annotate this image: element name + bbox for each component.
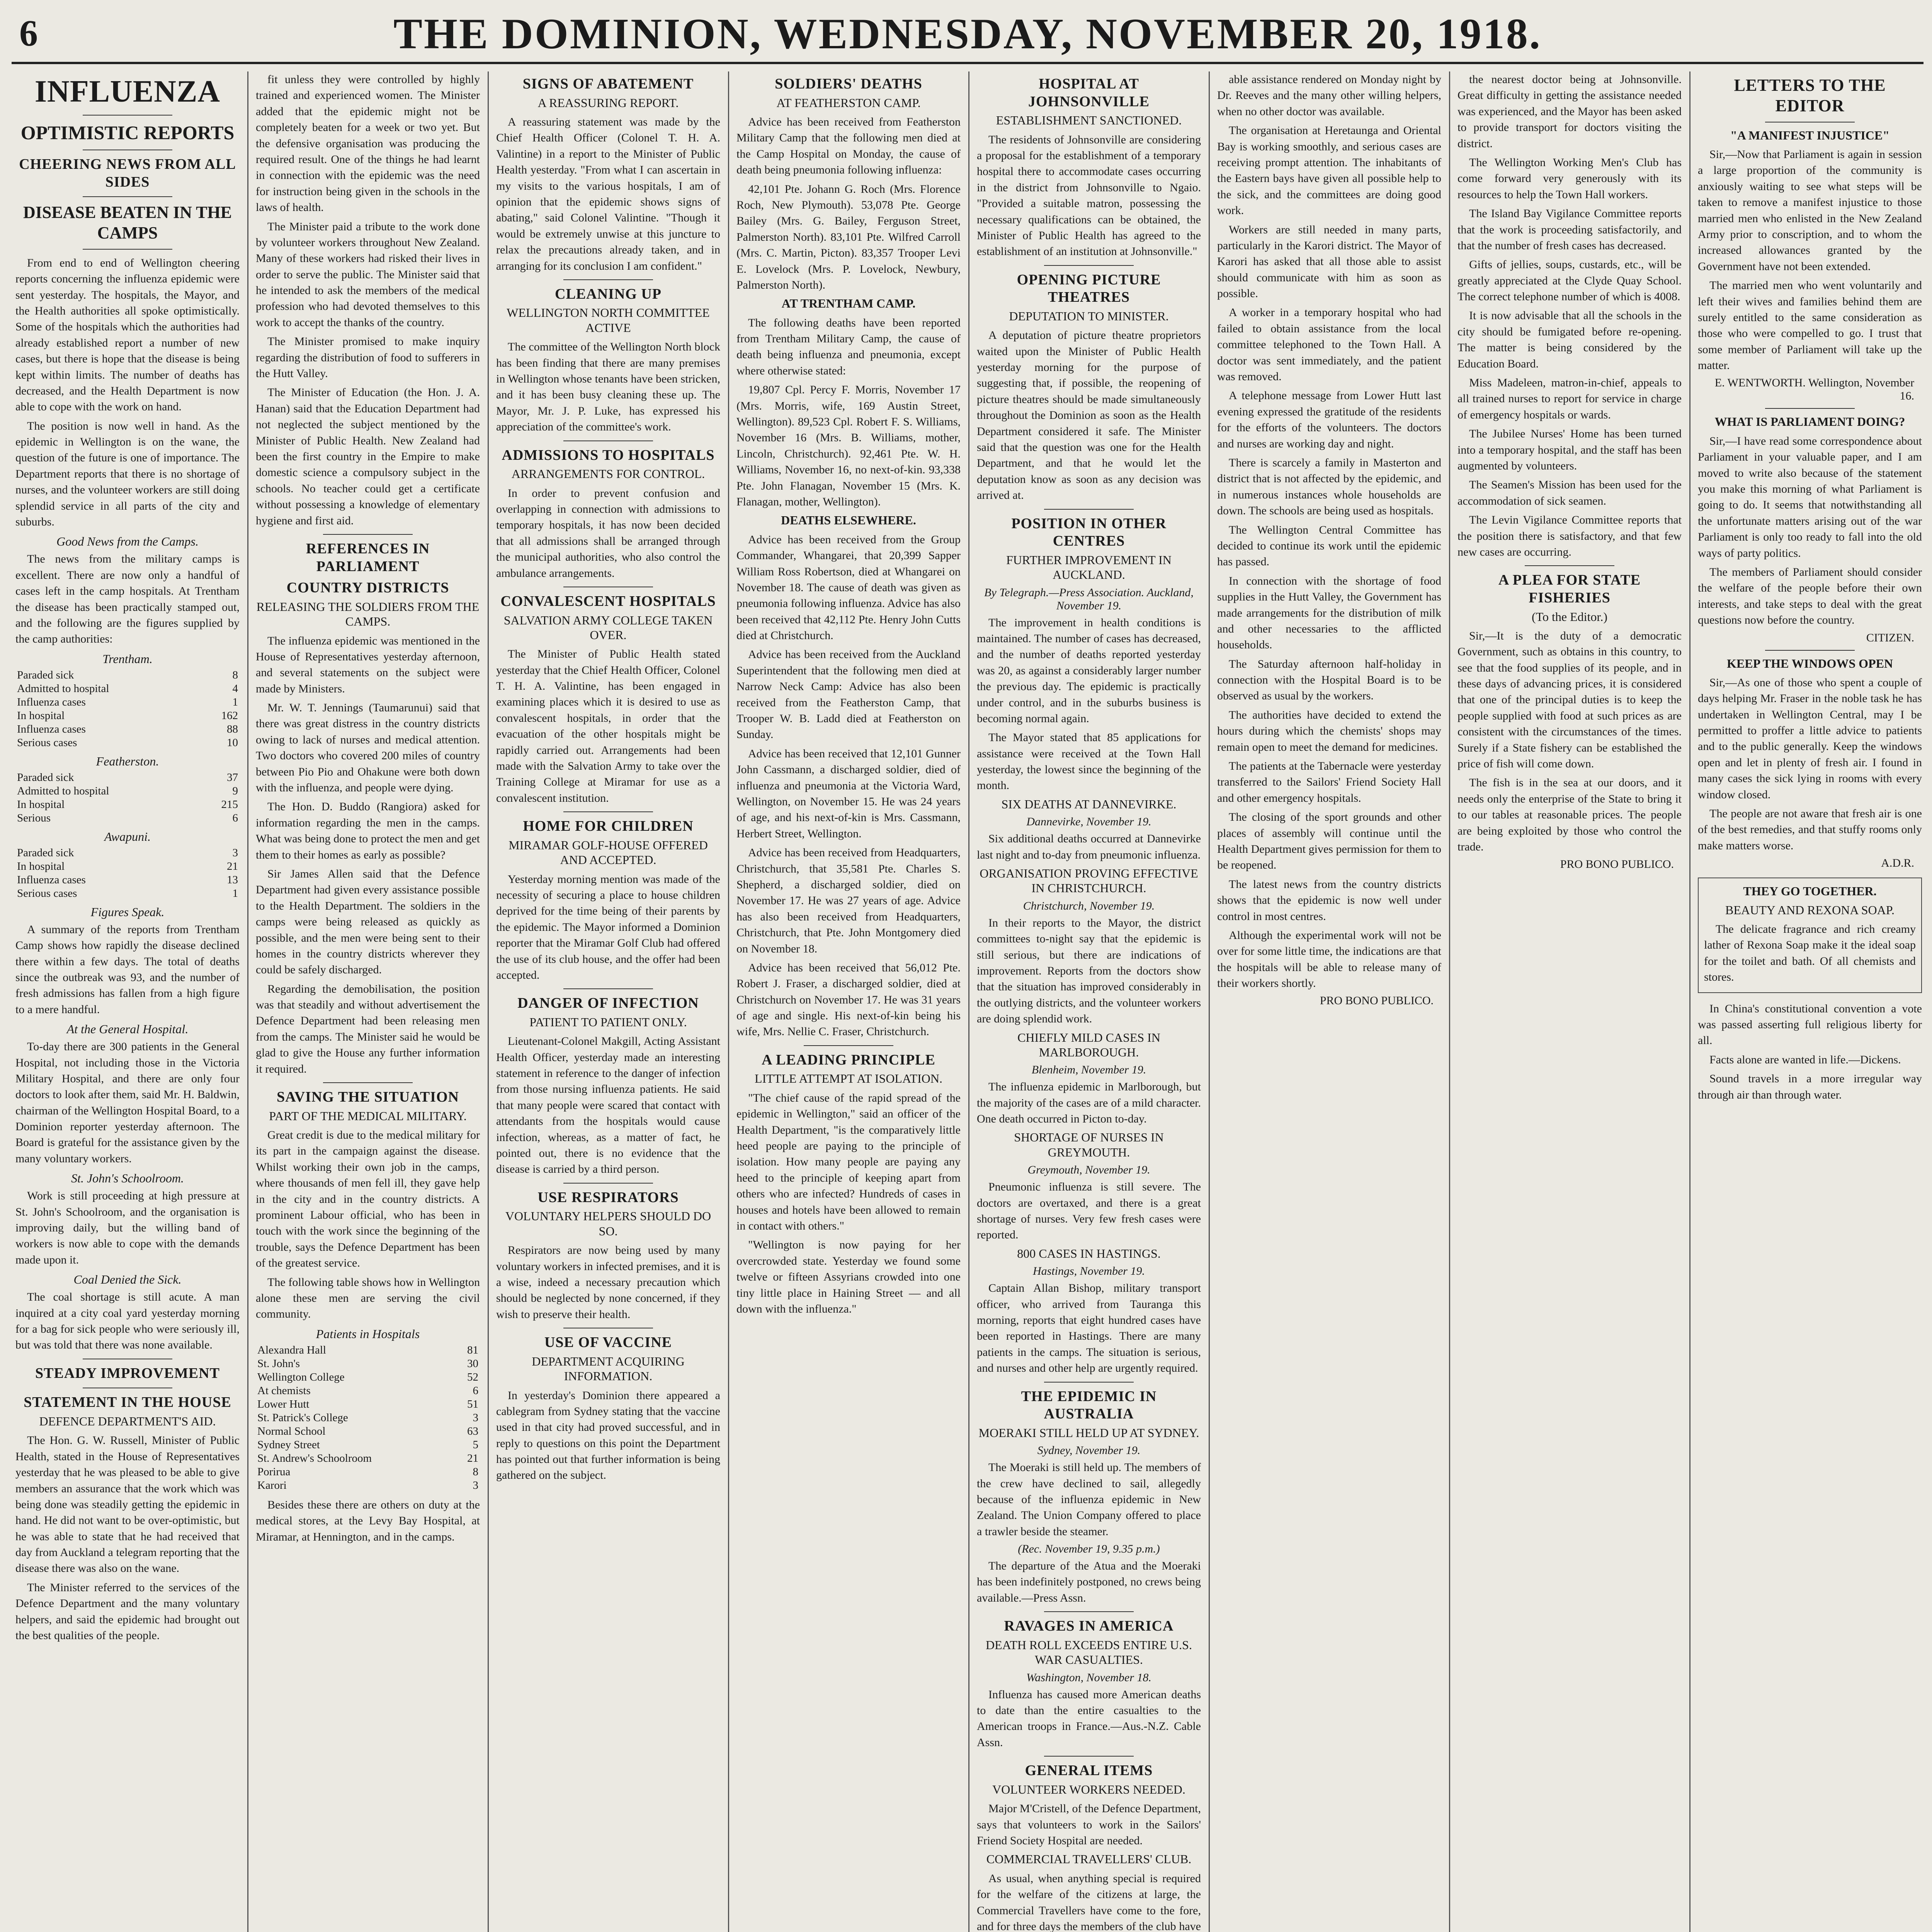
article-paragraph: The Saturday afternoon half-holiday in connection with the Hospital Board is to be observed as usual by the workers. xyxy=(1217,657,1441,702)
headline-cheering: CHEERING NEWS FROM ALL SIDES xyxy=(19,156,236,190)
divider xyxy=(1044,1611,1134,1612)
headline-america: RAVAGES IN AMERICA xyxy=(1004,1618,1174,1634)
column-4 xyxy=(736,71,961,1932)
table-cell: St. Patrick's College xyxy=(257,1411,348,1424)
divider xyxy=(1044,265,1134,266)
table-cell: 51 xyxy=(467,1398,478,1410)
article-paragraph: The patients at the Tabernacle were yesterday transferred to the Sailors' Friend Society Hall and other emergency hospitals. xyxy=(1217,760,1441,804)
article-paragraph: Sir,—I have read some correspondence about Parliament in your valuable paper, and I am moved to write also because of the statement you make this morning of what Parliament is going to do. It seems that notwithstanding all the unfortunate matters arising out of the war Parliament is only too ready to fall into the old ways of party politics. xyxy=(1698,434,1922,560)
table-cell: Influenza cases xyxy=(17,696,86,708)
divider xyxy=(1044,509,1134,510)
article-paragraph: The committee of the Wellington North block has been finding that there are many premises in Wellington whose tenants have been stricken, and it has been busy cleaning these up. The Mayor, Mr. J. P. Luke, has expressed his appreciation of the committee's work. xyxy=(496,340,720,434)
table-cell: Serious xyxy=(17,811,51,824)
table-row xyxy=(15,873,240,887)
article-paragraph: The influenza epidemic in Marlborough, but the majority of the cases are of a mild character. One death occurred in Picton to-day. xyxy=(977,1080,1201,1126)
table-row xyxy=(256,1479,480,1492)
table-cell: Influenza cases xyxy=(17,873,86,886)
article-paragraph: The residents of Johnsonville are considering a proposal for the establishment of a temporary hospital there to accommodate cases occurring in the district from Johnsonville to Ngaio. "Provided a suitable matron, possessing the necessary qualifications can be obtained, the Minister of Public Health has agreed to the establishment of an institution at Johnsonville." xyxy=(977,133,1201,258)
article-paragraph: A worker in a temporary hospital who had failed to obtain assistance from the local committee telephoned to the Town Hall. A doctor was sent immediately, and the patient was removed. xyxy=(1217,306,1441,383)
headline-general: GENERAL ITEMS xyxy=(1025,1762,1153,1779)
article-paragraph: Sir,—Now that Parliament is again in session a large proportion of the community is anxiously waiting to see what steps will be taken to remove a manifest injustice to those married men who enlisted in the New Zealand Army prior to conscription, and to whom the increased allowances granted by the Government have not been extended. xyxy=(1698,148,1922,273)
table-row xyxy=(15,709,240,723)
headline-leading-sub: LITTLE ATTEMPT AT ISOLATION. xyxy=(755,1071,942,1086)
article-paragraph: The Minister of Public Health stated yesterday that the Chief Health Officer, Colonel T. H. A. Valintine, has been engaged in examining places which it is desired to use as convalescent hospitals, in order that the evacuation of the other hospitals might be rapidly carried out. Arrangements had been made with the Salvation Army to take over the Training College at Miramar for use as a convalescent institution. xyxy=(496,648,720,804)
article-paragraph: Miss Madeleen, matron-in-chief, appeals to all trained nurses to report for service in charge of emergency hospitals or wards. xyxy=(1458,376,1682,421)
subheading: At the General Hospital. xyxy=(66,1022,189,1036)
article-paragraph: Work is still proceeding at high pressure at St. John's Schoolroom, and the organisation is improving daily, but the willing band of workers is now able to cope with the demands made upon it. xyxy=(15,1189,240,1266)
headline-signs-sub: A REASSURING REPORT. xyxy=(537,95,679,110)
headline-country: COUNTRY DISTRICTS xyxy=(286,580,449,596)
headline-theatres-sub: DEPUTATION TO MINISTER. xyxy=(1009,309,1169,323)
table-row xyxy=(256,1452,480,1465)
article-paragraph: The Moeraki is still held up. The members of the crew have declined to sail, allegedly because of the influenza epidemic in New Zealand. The Union Company offered to place a trawler beside the steamer. xyxy=(977,1461,1201,1538)
column-6 xyxy=(1217,71,1441,1932)
article-paragraph: Advice has been received that 56,012 Pte. Robert J. Fraser, a discharged soldier, died at Christchurch on November 17. He was 31 years of age and single. His next-of-kin being his wife, Mrs. Nellie C. Fraser, Christchurch. xyxy=(736,961,961,1038)
subheading: Figures Speak. xyxy=(90,905,165,919)
signature: CITIZEN. xyxy=(1866,631,1914,644)
article-paragraph: fit unless they were controlled by highly trained and experienced women. The Minister added that the epidemic might not be completely beaten for a week or two yet. But the defensive organisation was producing the required result. One of the things he had learnt in connection with the epidemic was the need for instruction being given in the schools in the laws of health. xyxy=(256,73,480,214)
dateline: Greymouth, November 19. xyxy=(1027,1163,1150,1177)
article-paragraph: To-day there are 300 patients in the General Hospital, not including those in the Victoria Military Hospital, and there are only four doctors to look after them, said Mr. H. Baldwin, chairman of the Wellington Hospital Board, to a Dominion reporter yesterday afternoon. The Board is grateful for the assistance given by the many voluntary workers. xyxy=(15,1040,240,1165)
article-paragraph: The married men who went voluntarily and left their wives and families behind them are surely entitled to the same consideration as those who were compelled to go. I trust that some member of Parliament will take up the matter. xyxy=(1698,279,1922,372)
table-cell: Alexandra Hall xyxy=(257,1344,326,1356)
awapuni-table xyxy=(15,846,240,900)
table-row xyxy=(15,771,240,784)
table-cell: Lower Hutt xyxy=(257,1398,310,1410)
table-cell: Influenza cases xyxy=(17,723,86,735)
table-cell: Porirua xyxy=(257,1465,291,1478)
article-paragraph: The news from the military camps is excellent. There are now only a handful of cases left in the camp hospitals. At Trentham the disease has been practically stamped out, and the following are the figures supplied by the camp authorities: xyxy=(15,553,240,646)
divider xyxy=(1765,650,1855,651)
column-7 xyxy=(1458,71,1682,1932)
article-paragraph: the nearest doctor being at Johnsonville. Great difficulty in getting the assistance needed was experienced, and the Mayor has been asked to provide transport for doctors visiting the district. xyxy=(1458,73,1682,150)
table-row xyxy=(15,784,240,798)
table-row xyxy=(256,1398,480,1411)
headline-auckland: FURTHER IMPROVEMENT IN AUCKLAND. xyxy=(1006,553,1172,582)
article-paragraph: The following table shows how in Wellington alone these men are serving the civil community. xyxy=(256,1276,480,1321)
signature: PRO BONO PUBLICO. xyxy=(1560,858,1674,871)
divider xyxy=(323,534,413,535)
table-cell: 30 xyxy=(467,1357,478,1370)
article-paragraph: There is scarcely a family in Masterton and district that is not affected by the epidemic, and in numerous instances whole households are down. The schools are being used as hospitals. xyxy=(1217,456,1441,517)
article-paragraph: The Minister paid a tribute to the work done by volunteer workers throughout New Zealand. Many of these workers had risked their lives in order to serve the public. The Minister said that he intended to ask the members of the medical profession who had devoted themselves to this work to accept the thanks of the country. xyxy=(256,220,480,329)
column-rule xyxy=(1449,71,1450,1932)
table-row xyxy=(256,1371,480,1384)
trentham-table xyxy=(15,668,240,750)
headline-admissions-sub: ARRANGEMENTS FOR CONTROL. xyxy=(511,467,705,481)
table-cell: In hospital xyxy=(17,709,65,722)
article-paragraph: The Island Bay Vigilance Committee reports that the work is proceeding satisfactorily, and that the number of fresh cases has decreased. xyxy=(1458,207,1682,252)
article-paragraph: The improvement in health conditions is maintained. The number of cases has decreased, and the number of deaths reported yesterday was 20, as against a considerably larger number the previous day. The epidemic is practically under control, and in the suburbs business is becoming normal again. xyxy=(977,616,1201,725)
divider xyxy=(323,1082,413,1083)
table-cell: Normal School xyxy=(257,1425,326,1437)
article-paragraph: Sir,—As one of those who spent a couple of days helping Mr. Fraser in the noble task he has undertaken in Wellington Central, may I be permitted to proffer a little advice to patients and to the public generally. Keep the windows open and let in plenty of fresh air. I found in many cases the sick lying in rooms with every window closed. xyxy=(1698,676,1922,801)
dateline: By Telegraph.—Press Association. Auckland, November 19. xyxy=(984,586,1194,612)
article-paragraph: Pneumonic influenza is still severe. The doctors are overtaxed, and there is a great shortage of nurses. Very few fresh cases were reported. xyxy=(977,1180,1201,1242)
table-row xyxy=(15,736,240,750)
table-row xyxy=(15,723,240,736)
headline-releasing: RELEASING THE SOLDIERS FROM THE CAMPS. xyxy=(256,599,480,629)
table-cell: Admitted to hospital xyxy=(17,682,109,695)
headline-steady: STEADY IMPROVEMENT xyxy=(35,1365,220,1381)
headline-disease-beaten: DISEASE BEATEN IN THE CAMPS xyxy=(23,203,232,242)
hospitals-table xyxy=(256,1344,480,1492)
headline-vaccine-sub: DEPARTMENT ACQUIRING INFORMATION. xyxy=(532,1354,685,1383)
table-row xyxy=(256,1438,480,1452)
headline-elsewhere: DEATHS ELSEWHERE. xyxy=(781,513,916,527)
article-paragraph: The Levin Vigilance Committee reports that the position there is satisfactory, and that few new cases are occurring. xyxy=(1458,514,1682,558)
article-paragraph: The Hon. D. Buddo (Rangiora) asked for information regarding the men in the camps. What was being done to protect the men and get them to their homes as early as possible? xyxy=(256,800,480,861)
article-paragraph: The Minister referred to the services of the Defence Department and the many voluntary helpers, and said the epidemic had brought out the best qualities of the people. xyxy=(15,1581,240,1642)
article-paragraph: The Minister of Education (the Hon. J. A. Hanan) said that the Education Department had not neglected the subject mentioned by the Minister of Public Health. New Zealand had been the first country in the Empire to make domestic science a compulsory subject in the schools. No teacher could get a certificate without possessing a knowledge of elementary hygiene and first aid. xyxy=(256,386,480,527)
column-1 xyxy=(15,71,240,1932)
column-8 xyxy=(1698,71,1922,1932)
article-paragraph: The closing of the sport grounds and other places of assembly will continue until the Health Department gives permission for them to be reopened. xyxy=(1217,811,1441,872)
article-paragraph: A deputation of picture theatre proprietors waited upon the Minister of Public Health yesterday morning for the purpose of suggesting that, if possible, the reopening of picture theatres should be made simultaneously throughout the Dominion as soon as the Health Department considered it safe. The Minister said that the question was one for the Health Department, and that he would let the deputation know as soon as any decision was arrived at. xyxy=(977,329,1201,502)
advertisement xyxy=(1698,878,1922,993)
headline-letters: LETTERS TO THE EDITOR xyxy=(1734,76,1886,115)
table-cell: 3 xyxy=(473,1479,478,1492)
table-row xyxy=(15,798,240,811)
divider xyxy=(83,249,172,250)
table-cell: Serious cases xyxy=(17,887,77,900)
article-paragraph: The Hon. G. W. Russell, Minister of Public Health, stated in the House of Representatives yesterday that he was pleased to be able to give members an assurance that the work which was being done was steadily getting the epidemic in hand. He did not want to be over-optimistic, but he was able to state that he had received that day from Auckland a telegram reporting that the disease there was also on the wane. xyxy=(15,1434,240,1575)
article-paragraph: As usual, when anything special is required for the welfare of the citizens at large, the Commercial Travellers have come to the fore, and for three days the members of the club have xyxy=(977,1872,1201,1932)
table-cell: 37 xyxy=(227,771,238,784)
article-paragraph: In connection with the shortage of food supplies in the Hutt Valley, the Government has made arrangements for the distribution of milk and other necessaries to the afflicted households. xyxy=(1217,574,1441,651)
dateline: Hastings, November 19. xyxy=(1033,1265,1145,1278)
table-cell: Serious cases xyxy=(17,736,77,749)
headline-respirators-sub: VOLUNTARY HELPERS SHOULD DO SO. xyxy=(505,1209,711,1238)
article-paragraph: From end to end of Wellington cheering reports concerning the influenza epidemic were sent yesterday. The hospitals, the Mayor, and the Health authorities all spoke optimistically. Some of the hospitals which the authorities had already established report a number of new cases, but there is hope that the disease is being kept within limits. The number of deaths has decreased, and the Health Department is now able to cope with the work on hand. xyxy=(15,256,240,413)
table-cell: 6 xyxy=(232,811,238,824)
headline-greymouth: SHORTAGE OF NURSES IN GREYMOUTH. xyxy=(1014,1130,1164,1159)
table-cell: 6 xyxy=(473,1384,478,1397)
table-row xyxy=(256,1425,480,1438)
article-paragraph: The members of Parliament should consider the welfare of the people before their own interests, and take steps to deal with the great questions now before the country. xyxy=(1698,565,1922,627)
table-cell: 1 xyxy=(232,696,238,708)
subheading: Featherston. xyxy=(96,754,159,768)
article-paragraph: Facts alone are wanted in life.—Dickens. xyxy=(1709,1053,1901,1066)
article-paragraph: The Wellington Central Committee has decided to continue its work until the epidemic has passed. xyxy=(1217,523,1441,568)
table-cell: 4 xyxy=(232,682,238,695)
headline-influenza: INFLUENZA xyxy=(34,75,221,109)
table-cell: 52 xyxy=(467,1371,478,1383)
table-cell: 1 xyxy=(232,887,238,900)
table-cell: 215 xyxy=(221,798,238,811)
divider xyxy=(1525,565,1614,566)
headline-theatres: OPENING PICTURE THEATRES xyxy=(1017,271,1161,306)
table-cell: 8 xyxy=(473,1465,478,1478)
headline-signs: SIGNS OF ABATEMENT xyxy=(522,76,694,92)
article-paragraph: Besides these there are others on duty at the medical stores, at the Levy Bay Hospital, at Miramar, at Hennington, and in the camps. xyxy=(256,1498,480,1543)
divider xyxy=(563,811,653,812)
headline-respirators: USE RESPIRATORS xyxy=(537,1189,679,1206)
table-cell: 9 xyxy=(232,784,238,797)
article-paragraph: The coal shortage is still acute. A man inquired at a city coal yard yesterday morning for a bag for sick people who were seriously ill, but was told that there was none available. xyxy=(15,1291,240,1352)
article-paragraph: Great credit is due to the medical military for its part in the campaign against the disease. Whilst working their own job in the camps, where thousands of men fell ill, they gave help in the city and in the country districts. A prominent Labour official, who has been in touch with the work since the beginning of the trouble, says the Defence Department has been of the greatest service. xyxy=(256,1129,480,1270)
column-3 xyxy=(496,71,720,1932)
table-cell: 21 xyxy=(467,1452,478,1464)
article-paragraph: Sir James Allen said that the Defence Department had given every assistance possible to the Health Department. The soldiers in the camps were being released as quickly as possible, and the men were being sent to their homes in the country districts wherever they could be safely discharged. xyxy=(256,867,480,976)
subheading: Awapuni. xyxy=(104,829,151,844)
signature: A.D.R. xyxy=(1881,857,1914,870)
headline-admissions: ADMISSIONS TO HOSPITALS xyxy=(502,447,715,463)
article-paragraph: In yesterday's Dominion there appeared a cablegram from Sydney stating that the vaccine used in that city had proved successful, and in reply to questions on this point the Department has pointed out that further information is being gathered on the subject. xyxy=(496,1389,720,1482)
subheading: Trentham. xyxy=(102,651,153,666)
dateline: Blenheim, November 19. xyxy=(1031,1063,1146,1077)
table-row xyxy=(256,1411,480,1425)
divider xyxy=(563,1183,653,1184)
table-cell: 8 xyxy=(232,668,238,681)
article-paragraph: A telephone message from Lower Hutt last evening expressed the gratitude of the residents for the efforts of the volunteers. The doctors and nurses are working day and night. xyxy=(1217,389,1441,450)
article-paragraph: The following deaths have been reported from Trentham Military Camp, the cause of death being influenza and pneumonia, except where otherwise stated: xyxy=(736,316,961,377)
headline-volunteer: VOLUNTEER WORKERS NEEDED. xyxy=(992,1782,1185,1796)
article-paragraph: In order to prevent confusion and overlapping in connection with admissions to temporary hospitals, it has now been decided that all admissions shall be arranged through the municipal authorities, who also control the ambulance arrangements. xyxy=(496,486,720,580)
headline-optimistic: OPTIMISTIC REPORTS xyxy=(20,122,235,143)
table-cell: St. Andrew's Schoolroom xyxy=(257,1452,372,1464)
table-cell: Karori xyxy=(257,1479,287,1492)
column-rule xyxy=(488,71,489,1932)
table-cell: Paraded sick xyxy=(17,668,74,681)
article-paragraph: Gifts of jellies, soups, custards, etc., will be greatly appreciated at the Clyde Quay School. The correct telephone number of which is 4008. xyxy=(1458,258,1682,303)
subheading: Patients in Hospitals xyxy=(316,1327,420,1341)
headline-convalescent: CONVALESCENT HOSPITALS xyxy=(500,593,716,609)
article-paragraph: The Jubilee Nurses' Home has been turned into a temporary hospital, and the staff has been augmented by volunteers. xyxy=(1458,427,1682,472)
headline-danger-sub: PATIENT TO PATIENT ONLY. xyxy=(529,1015,687,1029)
column-rule xyxy=(728,71,729,1932)
headline-deaths: SOLDIERS' DEATHS xyxy=(775,76,922,92)
headline-parliament: WHAT IS PARLIAMENT DOING? xyxy=(1714,415,1905,429)
divider xyxy=(83,115,172,116)
headline-moeraki: MOERAKI STILL HELD UP AT SYDNEY. xyxy=(978,1425,1199,1440)
article-paragraph: Mr. W. T. Jennings (Taumarunui) said that there was great distress in the country districts owing to lack of nurses and medical attention. Two doctors who covered 200 miles of country between Pio Pio and Ohakune were both down with the influenza, and people were dying. xyxy=(256,701,480,794)
headline-danger: DANGER OF INFECTION xyxy=(517,995,699,1012)
headline-statement: STATEMENT IN THE HOUSE xyxy=(24,1394,231,1411)
article-paragraph: The Minister promised to make inquiry regarding the distribution of food to sufferers in the Hutt Valley. xyxy=(256,335,480,380)
divider xyxy=(563,279,653,280)
article-paragraph: The authorities have decided to extend the hours during which the chemists' shops may remain open to meet the demand for medicines. xyxy=(1217,708,1441,753)
article-paragraph: Advice has been received from the Auckland Superintendent that the following men died at Narrow Neck Camp: Advice has also been received from the Featherston Camp, that Trooper W. B. Ladd died at Featherston on Sunday. xyxy=(736,648,961,741)
headline-commercial: COMMERCIAL TRAVELLERS' CLUB. xyxy=(986,1852,1192,1866)
featherston-table xyxy=(15,771,240,825)
table-row xyxy=(256,1344,480,1357)
article-paragraph: Lieutenant-Colonel Makgill, Acting Assistant Health Officer, yesterday made an interesting statement in reference to the danger of infection from those nursing influenza patients. He said that many people were scared that contact with attendants from the hospitals would cause infection, whereas, as a matter of fact, he pointed out, there is no evidence that the disease is carried by a third person. xyxy=(496,1035,720,1176)
article-paragraph: In their reports to the Mayor, the district committees to-night say that the epidemic is still serious, but there are indications of improvement. Reports from the doctors show that the situation has improved considerably in the outlying districts, and the volunteer workers are doing splendid work. xyxy=(977,916,1201,1026)
table-cell: In hospital xyxy=(17,860,65,872)
headline-christchurch: ORGANISATION PROVING EFFECTIVE IN CHRISTCHURCH. xyxy=(980,866,1198,895)
masthead-rule xyxy=(12,62,1923,64)
article-paragraph: It is now advisable that all the schools in the city should be fumigated before re-opening. The matter is being considered by the Education Board. xyxy=(1458,309,1682,370)
signature: E. WENTWORTH. Wellington, November 16. xyxy=(1714,376,1914,403)
table-cell: Paraded sick xyxy=(17,771,74,784)
headline-cleaning-sub: WELLINGTON NORTH COMMITTEE ACTIVE xyxy=(507,306,710,335)
divider xyxy=(804,1045,893,1046)
dateline: Dannevirke, November 19. xyxy=(1026,815,1151,828)
article-paragraph: Although the experimental work will not be over for some little time, the indications are that the hospitals will be able to release many of their workers shortly. xyxy=(1217,929,1441,990)
article-paragraph: Influenza has caused more American deaths to date than the entire casualties to the American troops in France.—Aus.-N.Z. Cable Assn. xyxy=(977,1688,1201,1749)
table-cell: 13 xyxy=(227,873,238,886)
divider xyxy=(1044,1382,1134,1383)
table-row xyxy=(256,1357,480,1371)
article-paragraph: 42,101 Pte. Johann G. Roch (Mrs. Florence Roch, New Plymouth). 53,078 Pte. George Bailey (Mrs. G. Bailey, Ferguson Street, Palmerston North). 83,101 Pte. Wilfred Carroll (Mrs. C. Martin, Picton). 83,357 Trooper Levi E. Lovelock (Mrs. P. Lovelock, Newbury, Palmerston North). xyxy=(736,182,961,291)
headline-australia: THE EPIDEMIC IN AUSTRALIA xyxy=(1021,1388,1157,1422)
article-paragraph: Advice has been received that 12,101 Gunner John Cassmann, a discharged soldier, died of influenza and pneumonia at the Victoria Ward, Wellington, on November 15. He was 24 years of age, and his next-of-kin is Mrs. Cassmann, Herbert Street, Wellington. xyxy=(736,747,961,840)
signature: PRO BONO PUBLICO. xyxy=(1320,994,1434,1007)
headline-hastings: 800 CASES IN HASTINGS. xyxy=(1017,1246,1161,1260)
ad-subheadline: BEAUTY AND REXONA SOAP. xyxy=(1725,903,1895,917)
headline-dannevirke: SIX DEATHS AT DANNEVIRKE. xyxy=(1001,797,1177,811)
article-paragraph: Regarding the demobilisation, the position was that steadily and without advertisement the Defence Department had been releasing men from the camps. The Minister said he would be glad to give the House any further information it required. xyxy=(256,982,480,1075)
table-row xyxy=(15,811,240,825)
headline-windows: KEEP THE WINDOWS OPEN xyxy=(1726,656,1893,670)
column-rule xyxy=(1209,71,1210,1932)
article-paragraph: The departure of the Atua and the Moeraki has been indefinitely postponed, no crews being available.—Press Assn. xyxy=(977,1560,1201,1604)
headline-saving-sub: PART OF THE MEDICAL MILITARY. xyxy=(269,1109,467,1123)
headline-saving: SAVING THE SITUATION xyxy=(277,1089,459,1105)
masthead-title: THE DOMINION, WEDNESDAY, NOVEMBER 20, 1918. xyxy=(393,10,1542,58)
article-paragraph: Advice has been received from Headquarters, Christchurch, that 35,581 Pte. Charles S. Shepherd, a discharged soldier, died on November 17. He was 27 years of age. Advice has also been received from Headquarters, Christchurch, that Pte. John Montgomery died on November 18. xyxy=(736,846,961,955)
table-cell: 10 xyxy=(227,736,238,749)
column-rule xyxy=(968,71,969,1932)
column-rule xyxy=(1689,71,1690,1932)
article-paragraph: Workers are still needed in many parts, particularly in the Karori district. The Mayor of Karori has asked that all those able to assist should communicate with him as soon as possible. xyxy=(1217,223,1441,300)
table-row xyxy=(15,696,240,709)
article-paragraph: The fish is in the sea at our doors, and it needs only the enterprise of the State to bring it to our tables at reasonable prices. The people are being exploited by those who control the trade. xyxy=(1458,776,1682,853)
headline-convalescent-sub: SALVATION ARMY COLLEGE TAKEN OVER. xyxy=(503,613,713,642)
headline-to-editor: (To the Editor.) xyxy=(1532,609,1607,624)
ad-headline: THEY GO TOGETHER. xyxy=(1743,884,1877,898)
table-row xyxy=(256,1384,480,1398)
article-paragraph: Advice has been received from the Group Commander, Whangarei, that 20,399 Sapper William Ross Robertson, died at Whangarei on November 18. The cause of death was given as pneumonia following influenza. Advice has also been received that 42,112 Pte. Henry John Cutts died at Christchurch. xyxy=(736,533,961,642)
headline-references: REFERENCES IN PARLIAMENT xyxy=(306,540,430,575)
masthead xyxy=(12,4,1923,58)
article-paragraph: Respirators are now being used by many voluntary workers in infected premises, and it is a wise, indeed a necessary precaution which should be neglected by none concerned, if they wish to preserve their health. xyxy=(496,1244,720,1321)
dateline: Christchurch, November 19. xyxy=(1023,899,1155,912)
table-row xyxy=(15,860,240,873)
table-row xyxy=(15,668,240,682)
headline-trentham: AT TRENTHAM CAMP. xyxy=(781,296,916,311)
article-paragraph: The Mayor stated that 85 applications for assistance were received at the Town Hall yesterday, the lowest since the beginning of the month. xyxy=(977,731,1201,792)
table-cell: 81 xyxy=(467,1344,478,1356)
headline-johnsonville-sub: ESTABLISHMENT SANCTIONED. xyxy=(996,113,1182,128)
table-cell: 63 xyxy=(467,1425,478,1437)
headline-manifest: "A MANIFEST INJUSTICE" xyxy=(1730,128,1889,142)
divider xyxy=(1044,1756,1134,1757)
dateline: (Rec. November 19, 9.35 p.m.) xyxy=(1018,1543,1160,1556)
table-cell: At chemists xyxy=(257,1384,311,1397)
article-paragraph: Yesterday morning mention was made of the necessity of securing a place to house children deprived for the time being of their parents by the epidemic. The Mayor informed a Dominion reporter that the Miramar Golf Club had offered the use of its club house, and the offer had been accepted. xyxy=(496,872,720,981)
article-paragraph: A summary of the reports from Trentham Camp shows how rapidly the disease declined there within a few days. The total of deaths since the outbreak was 93, and the number of fresh admissions has fallen from a high figure to a mere handful. xyxy=(15,923,240,1016)
headline-deaths-sub: AT FEATHERSTON CAMP. xyxy=(776,95,921,110)
article-paragraph: Sound travels in a more irregular way through air than through water. xyxy=(1698,1072,1922,1101)
table-row xyxy=(15,887,240,900)
article-paragraph: Six additional deaths occurred at Dannevirke last night and to-day from pneumonic influenza. xyxy=(977,832,1201,861)
article-paragraph: The influenza epidemic was mentioned in the House of Representatives yesterday afternoon, and several statements on the subject were made by Ministers. xyxy=(256,634,480,695)
headline-children: HOME FOR CHILDREN xyxy=(523,818,694,835)
article-paragraph: The Seamen's Mission has been used for the accommodation of sick seamen. xyxy=(1458,478,1682,507)
article-paragraph: Captain Allan Bishop, military transport officer, who arrived from Tauranga this morning, reports that eight hundred cases have been reported in Hastings. There are many patients in the camps. The situation is serious, and nurses and other help are urgently required. xyxy=(977,1282,1201,1375)
column-rule xyxy=(247,71,248,1932)
headline-cleaning: CLEANING UP xyxy=(555,286,662,302)
table-cell: 3 xyxy=(473,1411,478,1424)
article-paragraph: In China's constitutional convention a vote was passed asserting full religious liberty for all. xyxy=(1698,1002,1922,1047)
column-5 xyxy=(977,71,1201,1932)
headline-children-sub: MIRAMAR GOLF-HOUSE OFFERED AND ACCEPTED. xyxy=(509,838,708,867)
subheading: Good News from the Camps. xyxy=(56,534,199,549)
dateline: Washington, November 18. xyxy=(1026,1671,1151,1684)
headline-johnsonville: HOSPITAL AT JOHNSONVILLE xyxy=(1028,76,1150,110)
article-paragraph: "The chief cause of the rapid spread of the epidemic in Wellington," said an officer of the Health Department, "is the comparatively little heed people are paying to the principle of isolation. How many people are paying any heed to the principle of keeping apart from others who are infected? Hundreds of cases in houses and hotels have been allowed to remain in contact with others." xyxy=(736,1091,961,1232)
headline-state-fisheries: A PLEA FOR STATE FISHERIES xyxy=(1498,572,1641,606)
table-cell: 3 xyxy=(232,846,238,859)
article-paragraph: The organisation at Heretaunga and Oriental Bay is working smoothly, and serious cases are receiving prompt attention. The inhabitants of the Eastern bays have given all possible help to the sick, and the committees are doing good work. xyxy=(1217,124,1441,217)
table-row xyxy=(256,1465,480,1479)
table-cell: Sydney Street xyxy=(257,1438,320,1451)
page-number: 6 xyxy=(19,12,38,54)
table-cell: 21 xyxy=(227,860,238,872)
table-cell: 88 xyxy=(227,723,238,735)
headline-vaccine: USE OF VACCINE xyxy=(544,1334,672,1351)
article-paragraph: The latest news from the country districts shows that the epidemic is now well under control in most centres. xyxy=(1217,878,1441,923)
article-paragraph: 19,807 Cpl. Percy F. Morris, November 17 (Mrs. Morris, wife, 169 Austin Street, Wellington). 89,523 Cpl. Robert F. S. Williams, November 16 (Mrs. B. Williams, mother, Lincoln, Christchurch). 92,461 Pte. W. H. Williams, November 16, no next-of-kin. 93,338 Pte. John Flanagan, November 15 (Mrs. K. Flanagan, mother, Wellington). xyxy=(736,383,961,508)
table-cell: 162 xyxy=(221,709,238,722)
column-2 xyxy=(256,71,480,1932)
table-row xyxy=(15,682,240,696)
article-paragraph: Major M'Cristell, of the Defence Department, says that volunteers to work in the Sailors' Friend Society Hospital are needed. xyxy=(977,1802,1201,1847)
subheading: St. John's Schoolroom. xyxy=(71,1171,184,1185)
headline-marlborough: CHIEFLY MILD CASES IN MARLBOROUGH. xyxy=(1017,1030,1160,1059)
dateline: Sydney, November 19. xyxy=(1037,1444,1141,1457)
article-paragraph: The position is now well in hand. As the epidemic in Wellington is on the wane, the question of the future is one of importance. The Department reports that there is no shortage of nurses, and the volunteer workers are still doing splendid service in all parts of the city and suburbs. xyxy=(15,419,240,529)
table-cell: In hospital xyxy=(17,798,65,811)
headline-america-sub: DEATH ROLL EXCEEDS ENTIRE U.S. WAR CASUALTIES. xyxy=(986,1638,1192,1667)
headline-defence: DEFENCE DEPARTMENT'S AID. xyxy=(39,1414,216,1428)
article-paragraph: A reassuring statement was made by the Chief Health Officer (Colonel T. H. A. Valintine) in a report to the Minister of Public Health yesterday. "From what I can ascertain in my visits to the various hospitals, I am of opinion that the epidemic shows signs of abating," said Colonel Valintine. "Though it would be extremely unwise at this juncture to relax the precautions already taken, and in arranging for its conclusion I am confident." xyxy=(496,115,720,272)
article-paragraph: able assistance rendered on Monday night by Dr. Reeves and the many other willing helpers, when no other doctor was available. xyxy=(1217,73,1441,118)
subheading: Coal Denied the Sick. xyxy=(73,1272,182,1287)
headline-position: POSITION IN OTHER CENTRES xyxy=(1011,515,1167,549)
table-cell: Wellington College xyxy=(257,1371,345,1383)
table-cell: 5 xyxy=(473,1438,478,1451)
table-cell: St. John's xyxy=(257,1357,300,1370)
table-cell: Admitted to hospital xyxy=(17,784,109,797)
headline-leading: A LEADING PRINCIPLE xyxy=(762,1051,935,1068)
divider xyxy=(83,196,172,197)
article-paragraph: The Wellington Working Men's Club has come forward very generously with its resources to help the Town Hall workers. xyxy=(1458,156,1682,201)
table-row xyxy=(15,846,240,860)
article-paragraph: Sir,—It is the duty of a democratic Government, such as obtains in this country, to see that the food supplies of its people, and in these days of advancing prices, it is considered that one of the principal duties is to keep the people supplied with food at such prices as are consistent with the circumstances of the times. Surely if a State fishery can be established the price of fish will come down. xyxy=(1458,629,1682,770)
article-paragraph: The people are not aware that fresh air is one of the best remedies, and that stuffy rooms only make matters worse. xyxy=(1698,807,1922,852)
table-cell: Paraded sick xyxy=(17,846,74,859)
ad-text: The delicate fragrance and rich creamy lather of Rexona Soap make it the ideal soap for the toilet and bath. Of all chemists and stores. xyxy=(1704,923,1916,984)
divider xyxy=(563,440,653,441)
article-paragraph: Advice has been received from Featherston Military Camp that the following men died at the Camp Hospital on Monday, the cause of death being pneumonia following influenza: xyxy=(736,115,961,177)
article-paragraph: "Wellington is now paying for her overcrowded state. Yesterday we found some twelve or fifteen Assyrians crowded into one tiny little place in Haining Street — and all down with the influenza." xyxy=(736,1238,961,1315)
divider xyxy=(1765,408,1855,409)
divider xyxy=(563,988,653,989)
